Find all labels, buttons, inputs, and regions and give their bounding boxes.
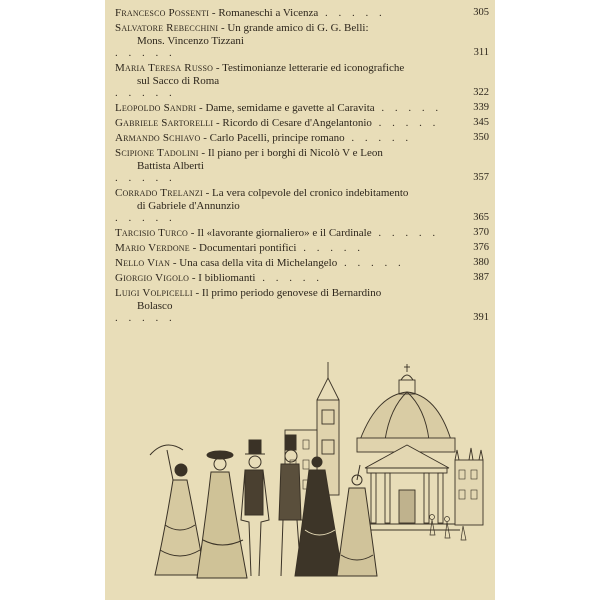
toc-title: Un grande amico di G. G. Belli: [227, 22, 369, 34]
toc-title: Il piano per i borghi di Nicolò V e Leon [207, 147, 383, 159]
toc-page-number: 357 [473, 172, 489, 183]
toc-entry [115, 62, 489, 100]
toc-separator: - [189, 242, 200, 254]
toc-title-continued: di Gabriele d'Annunzio [137, 199, 240, 212]
toc-page-number: 391 [473, 312, 489, 323]
toc-page-number: 305 [473, 7, 489, 18]
toc-author: Corrado Trelanzi [115, 187, 203, 199]
toc-title: Carlo Pacelli, principe romano [209, 132, 345, 144]
toc-leader-dots: . . . . . [115, 212, 176, 224]
toc-leader-dots: . . . . . [337, 257, 405, 269]
table-of-contents [115, 7, 489, 327]
toc-entry [115, 272, 489, 285]
toc-title: Documentari pontifici [199, 242, 297, 254]
toc-entry [115, 7, 489, 20]
toc-title: Il primo periodo genovese di Bernardino [201, 287, 382, 299]
toc-leader-dots: . . . . . [115, 87, 176, 99]
toc-page-number: 339 [473, 102, 489, 113]
toc-author: Maria Teresa Russo [115, 62, 214, 74]
toc-page-number: 365 [473, 212, 489, 223]
toc-entry [115, 132, 489, 145]
toc-entry [115, 22, 489, 60]
toc-entry [115, 117, 489, 130]
toc-leader-dots: . . . . . [115, 47, 176, 59]
toc-leader-dots: . . . . . [371, 117, 440, 129]
toc-author: Gabriele Sartorelli [115, 117, 214, 129]
toc-leader-dots: . . . . . [115, 172, 176, 184]
toc-leader-dots: . . . . . [255, 272, 323, 284]
toc-separator: - [218, 22, 228, 34]
toc-author: Francesco Possenti [115, 7, 210, 19]
toc-author: Tarcisio Turco [115, 227, 189, 239]
toc-entry [115, 287, 489, 325]
toc-page-number: 350 [473, 132, 489, 143]
toc-page-number: 387 [473, 272, 489, 283]
toc-leader-dots: . . . . . [374, 102, 443, 114]
toc-title: La vera colpevole del cronico indebitamento [211, 187, 409, 199]
toc-separator: - [198, 147, 208, 159]
toc-separator: - [196, 102, 206, 114]
toc-page-number: 345 [473, 117, 489, 128]
toc-title: Dame, semidame e gavette al Caravita [205, 102, 375, 114]
toc-entry [115, 227, 489, 240]
toc-leader-dots: . . . . . [296, 242, 364, 254]
toc-separator: - [213, 62, 223, 74]
toc-title-continued: Mons. Vincenzo Tizzani [137, 34, 244, 47]
toc-separator: - [188, 227, 198, 239]
toc-author: Mario Verdone [115, 242, 190, 254]
toc-author: Salvatore Rebecchini [115, 22, 219, 34]
toc-author: Luigi Volpicelli [115, 287, 193, 299]
ink-sketch-roman-church-and-figures-icon [145, 350, 485, 590]
toc-leader-dots: . . . . . [371, 227, 440, 239]
toc-title-continued: sul Sacco di Roma [137, 74, 220, 87]
toc-title: Il «lavorante giornaliero» e il Cardinale [197, 227, 372, 239]
toc-entry [115, 147, 489, 185]
toc-title: I bibliomanti [198, 272, 256, 284]
book-page [105, 0, 495, 600]
toc-entry [115, 242, 489, 255]
toc-author: Nello Vian [115, 257, 171, 269]
toc-separator: - [213, 117, 223, 129]
toc-title: Romaneschi a Vicenza [218, 7, 319, 19]
toc-page-number: 380 [473, 257, 489, 268]
toc-title: Ricordo di Cesare d'Angelantonio [222, 117, 372, 129]
toc-author: Giorgio Vigolo [115, 272, 190, 284]
toc-leader-dots: . . . . . [115, 312, 176, 324]
toc-separator: - [200, 132, 210, 144]
toc-leader-dots: . . . . . [318, 7, 386, 19]
toc-page-number: 311 [473, 47, 489, 58]
toc-title: Una casa della vita di Michelangelo [179, 257, 338, 269]
toc-separator: - [189, 272, 199, 284]
toc-entry [115, 257, 489, 270]
toc-separator: - [202, 187, 212, 199]
toc-entry [115, 102, 489, 115]
toc-page-number: 322 [473, 87, 489, 98]
toc-title-continued: Bolasco [137, 299, 173, 312]
toc-page-number: 376 [473, 242, 489, 253]
toc-author: Armando Schiavo [115, 132, 201, 144]
toc-entry [115, 187, 489, 225]
toc-title: Testimonianze letterarie ed iconografiche [222, 62, 405, 74]
toc-separator: - [209, 7, 219, 19]
toc-separator: - [192, 287, 202, 299]
toc-separator: - [170, 257, 180, 269]
toc-page-number: 370 [473, 227, 489, 238]
toc-author: Scipione Tadolini [115, 147, 199, 159]
toc-leader-dots: . . . . . [344, 132, 413, 144]
toc-author: Leopoldo Sandri [115, 102, 197, 114]
toc-title-continued: Battista Alberti [137, 159, 204, 172]
